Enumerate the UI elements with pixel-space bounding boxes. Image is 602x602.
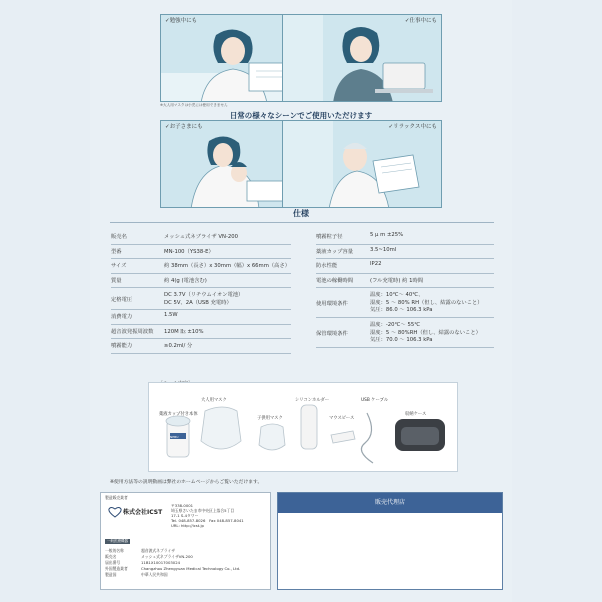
spec-key: 保管環境条件 [316, 331, 348, 337]
scene-working [282, 14, 442, 102]
set-item-label: シリコンホルダー [295, 398, 330, 403]
spec-divider [111, 353, 291, 354]
spec-divider [111, 324, 291, 325]
spec-divider [316, 347, 494, 348]
spec-value: 120M ㎐ ±10% [164, 328, 204, 335]
spec-key: 型番 [111, 248, 122, 255]
spec-row [111, 327, 291, 339]
spec-row [111, 261, 291, 273]
spec-divider [316, 273, 494, 274]
spec-row [111, 276, 291, 288]
info-value: 超音波式ネブライザ [141, 548, 176, 553]
spec-divider [111, 244, 291, 245]
spec-value: DC 3.7V（リチウムイオン電池） [164, 292, 244, 298]
company-logo-icon [107, 506, 123, 518]
spec-key: 販売名 [111, 234, 127, 240]
set-item-label: 子供用マスク [257, 416, 283, 421]
contact-phone: Tel. 048-857-8026 Fax 048-857-8041 [171, 518, 244, 523]
spec-row [111, 312, 291, 324]
spec-row [316, 247, 494, 259]
spec-row [316, 261, 494, 273]
spec-value: IP22 [370, 261, 382, 267]
spec-divider [111, 309, 291, 310]
device-brand: NEBU [170, 435, 179, 439]
spec-row [316, 320, 494, 343]
spec-key: 消費電力 [111, 314, 133, 320]
set-contents [148, 382, 458, 472]
spec-row [316, 276, 494, 288]
spec-value: 温度：-20℃～ 55℃ [370, 322, 421, 328]
spec-divider [111, 273, 291, 274]
spec-rule [110, 222, 494, 223]
spec-value: (フル充電時) 約 1時間 [370, 277, 424, 284]
spec-divider [316, 258, 494, 259]
spec-value: 3.5~10ml [370, 246, 397, 253]
scene-note: ※大人用マスクは小児には使用できません [160, 103, 228, 107]
address-line: 〒338-0001 [171, 503, 194, 508]
set-item-label: USB ケーブル [361, 398, 388, 403]
spec-row [111, 341, 291, 353]
set-item-label: マウスピース [329, 416, 355, 421]
info-value: 11B1X10017003024 [141, 560, 181, 565]
dealer-box [277, 492, 503, 590]
spec-row [111, 247, 291, 259]
spec-key: 薬液カップ容量 [316, 248, 354, 255]
spec-value: 気圧：70.0 ～ 106.3 kPa [370, 337, 433, 343]
usb-cable [361, 413, 373, 463]
spec-value: 5 μ m ±25% [370, 232, 404, 238]
set-item-label: 薬液カップ付き本体 [159, 412, 198, 417]
spec-row [316, 232, 494, 244]
working-illustration [283, 15, 442, 102]
set-item-label: 大人用マスク [201, 398, 227, 403]
spec-value: 気圧：86.0 ～ 106.3 kPa [370, 307, 433, 313]
scene-caption: ✓仕事中にも [404, 18, 437, 24]
manufacturer-info [100, 492, 271, 590]
address-line: 17-1 S-4タワー [171, 513, 199, 518]
info-value: 中華人民共和国 [141, 572, 168, 577]
headline: 日常の様々なシーンでご使用いただけます [229, 111, 373, 120]
relaxing-illustration [283, 121, 442, 208]
spec-value: 1.5W [164, 312, 178, 318]
device-class-tag: 一般医療機器 [107, 539, 128, 543]
spec-row [111, 232, 291, 244]
info-key: 販売名 [105, 554, 117, 559]
contact-url: URL: http://icst.jp [171, 523, 204, 528]
spec-value: ≥0.2ml/ 分 [164, 343, 193, 349]
spec-value: 温度：10℃～ 40℃、 [370, 292, 424, 298]
spec-key: 使用環境条件 [316, 301, 348, 307]
spec-title: 仕様 [293, 209, 309, 218]
info-value: メッシュ式ネブライザVN-200 [141, 554, 193, 559]
spec-key: 定格電圧 [111, 297, 133, 303]
address-line: 埼玉県さいたま市中央区上落合5丁目 [171, 508, 235, 513]
company-name: 株式会社ICST [123, 509, 163, 516]
spec-key: 超音波発振周波数 [111, 328, 154, 335]
spec-value: 湿度：5 ～ 80%RH（但し、結露のないこと） [370, 329, 481, 336]
info-key: 届出番号 [105, 560, 121, 565]
dealer-title: 販売代理店 [278, 493, 502, 513]
spec-value: メッシュ式ネブライザ VN-200 [164, 234, 238, 240]
spec-value: 湿度：5 ～ 80% RH（但し、結露のないこと） [370, 299, 483, 306]
info-key: 一般的名称 [105, 548, 124, 553]
spec-key: 防水性能 [316, 263, 338, 269]
info-key: 製造国 [105, 572, 117, 577]
video-note: ※使用方法等の説明動画は弊社のホームページからご覧いただけます。 [110, 480, 263, 485]
spec-key: 電池の稼働時間 [316, 277, 354, 284]
info-value: Changzhou Zhengyuan Medical Technology Co., Ltd. [141, 566, 241, 571]
silicone-holder [301, 405, 317, 449]
spec-divider [111, 258, 291, 259]
spec-row [316, 290, 494, 313]
scene-caption: ✓リラックス中にも [388, 124, 437, 130]
spec-value: MN-100（YS38-E） [164, 248, 214, 255]
spec-divider [316, 287, 494, 288]
scene-caption: ✓勉強中にも [165, 18, 198, 24]
spec-value: DC 5V、2A（USB 充電時） [164, 299, 232, 306]
spec-divider [316, 317, 494, 318]
child-mask [259, 424, 285, 450]
seller-label: 製造販売業者 [105, 495, 128, 500]
spec-divider [111, 287, 291, 288]
spec-key: 噴霧粒子径 [316, 234, 343, 240]
set-item-label: 収納ケース [405, 412, 427, 417]
adult-mask [201, 407, 241, 449]
spec-divider [111, 338, 291, 339]
scene-relaxing [282, 120, 442, 208]
spec-key: サイズ [111, 263, 127, 269]
spec-key: 噴霧能力 [111, 343, 133, 349]
spec-value: 約 38mm（長さ）x 30mm（幅）x 66mm（高さ） [164, 263, 291, 269]
spec-key: 質量 [111, 277, 122, 284]
info-key: 外国製造業者 [105, 566, 128, 571]
spec-row [111, 290, 291, 306]
spec-divider [316, 244, 494, 245]
mouthpiece [331, 431, 355, 443]
scene-caption: ✓お子さまにも [165, 124, 203, 130]
spec-value: 約 4(g (電池含む) [164, 277, 207, 284]
